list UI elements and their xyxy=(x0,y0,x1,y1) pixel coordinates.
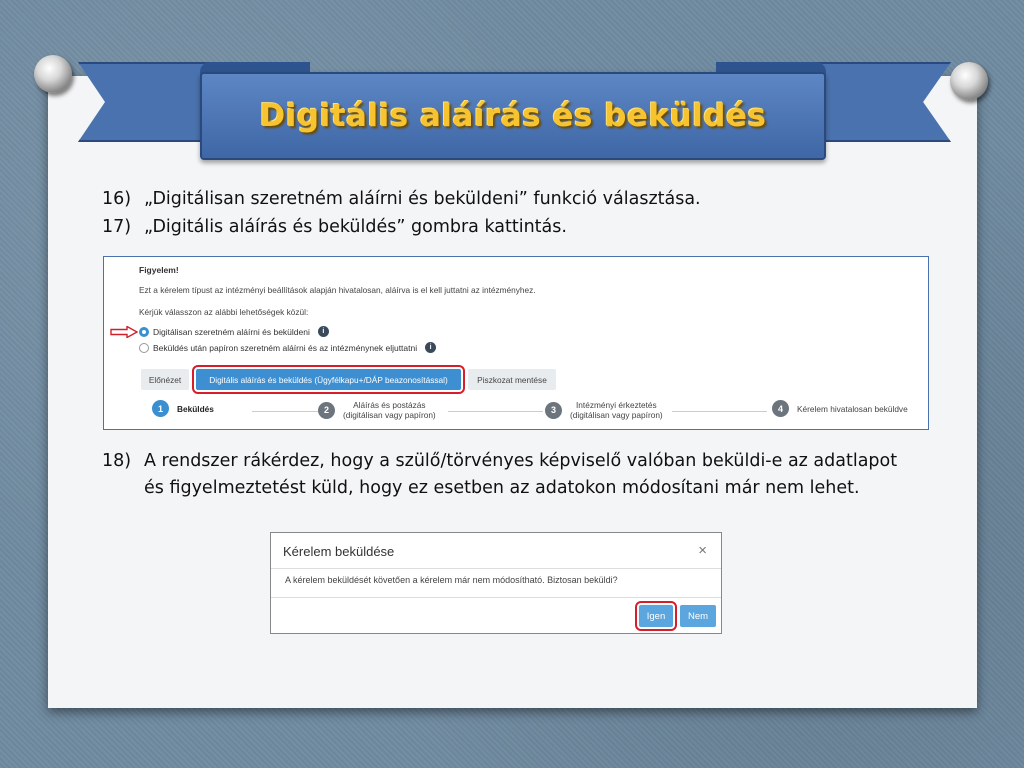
yes-button[interactable]: Igen xyxy=(639,605,673,627)
pushpin-icon xyxy=(950,62,988,100)
dialog-title: Kérelem beküldése xyxy=(283,544,395,559)
preview-button[interactable]: Előnézet xyxy=(141,369,189,390)
warning-title: Figyelem! xyxy=(139,265,179,275)
choose-prompt: Kérjük válasszon az alábbi lehetőségek közül: xyxy=(139,307,309,317)
radio-option-paper[interactable] xyxy=(139,342,436,353)
step-label: Kérelem hivatalosan beküldve xyxy=(797,403,908,414)
info-icon[interactable]: i xyxy=(318,326,329,337)
stepper-step-4 xyxy=(772,400,908,417)
confirm-submit-dialog xyxy=(270,532,722,634)
stepper-step-1 xyxy=(152,400,214,417)
title-banner xyxy=(200,72,826,160)
dialog-header xyxy=(271,533,721,569)
pushpin-icon xyxy=(34,55,72,93)
step-label: Beküldés xyxy=(177,403,214,414)
info-icon[interactable]: i xyxy=(425,342,436,353)
step-number-badge: 1 xyxy=(152,400,169,417)
radio-option-digital[interactable] xyxy=(139,326,329,337)
step-label: Intézményi érkeztetés (digitálisan vagy papíron) xyxy=(570,400,663,420)
step-number: 16) xyxy=(102,189,132,209)
save-draft-button[interactable]: Piszkozat mentése xyxy=(468,369,556,390)
submission-options-screenshot xyxy=(103,256,929,430)
step-number: 18) xyxy=(102,451,132,471)
no-button[interactable]: Nem xyxy=(680,605,716,627)
step-16 xyxy=(102,186,701,213)
stepper-step-3 xyxy=(545,400,663,420)
step-text: A rendszer rákérdez, hogy a szülő/törvényes képviselő valóban beküldi-e az adatlapot és figyelmeztetést küld, hogy ez esetben az adatokon módosítani már nem lehet. xyxy=(144,451,898,498)
step-number-badge: 4 xyxy=(772,400,789,417)
stepper-step-2 xyxy=(318,400,436,420)
step-text: „Digitális aláírás és beküldés” gombra kattintás. xyxy=(144,217,567,237)
slide-title: Digitális aláírás és beküldés xyxy=(259,98,767,134)
radio-selected[interactable] xyxy=(139,327,149,337)
close-icon[interactable]: × xyxy=(698,542,707,559)
step-number-badge: 3 xyxy=(545,402,562,419)
step-number-badge: 2 xyxy=(318,402,335,419)
step-18 xyxy=(102,448,902,502)
red-arrow-icon xyxy=(110,326,138,338)
step-label: Aláírás és postázás (digitálisan vagy papíron) xyxy=(343,400,436,420)
radio-label: Digitálisan szeretném aláírni és beküldeni xyxy=(153,326,310,337)
step-number: 17) xyxy=(102,217,132,237)
dialog-footer xyxy=(271,597,721,635)
radio-unselected[interactable] xyxy=(139,343,149,353)
progress-stepper xyxy=(152,400,922,424)
digital-sign-submit-button[interactable]: Digitális aláírás és beküldés (Ügyfélkapu+/DÁP beazonosítással) xyxy=(196,369,461,390)
dialog-message: A kérelem beküldését követően a kérelem már nem módosítható. Biztosan beküldi? xyxy=(285,575,618,585)
step-text: „Digitálisan szeretném aláírni és beküldeni” funkció választása. xyxy=(144,189,701,209)
step-17 xyxy=(102,214,567,241)
warning-body: Ezt a kérelem típust az intézményi beállítások alapján hivatalosan, aláírva is el kell juttatni az intézményhez. xyxy=(139,285,536,295)
radio-label: Beküldés után papíron szeretném aláírni és az intézménynek eljuttatni xyxy=(153,342,418,353)
